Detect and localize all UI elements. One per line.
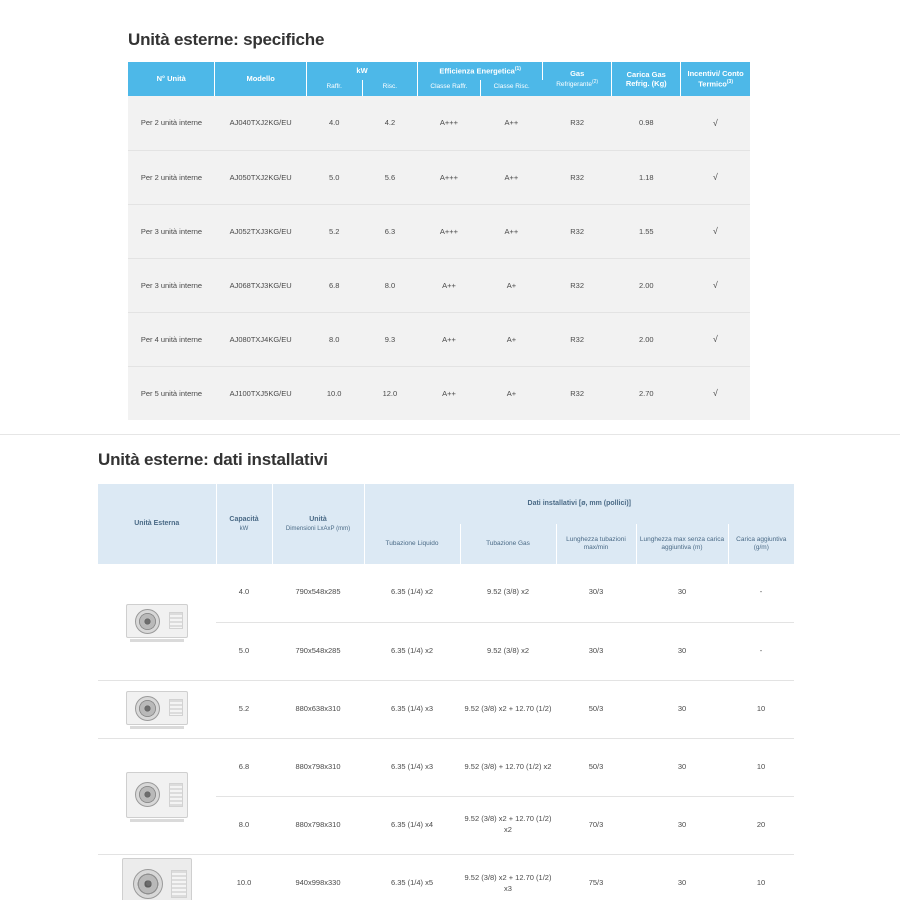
cell-unit-no: Per 2 unità interne: [128, 96, 215, 150]
col-kw-group: kW: [306, 62, 417, 80]
cell-model: AJ050TXJ2KG/EU: [215, 150, 306, 204]
cell-max-no-charge: 30: [636, 680, 728, 738]
cell-gas: R32: [543, 258, 612, 312]
cell-gas-charge: 2.70: [638, 388, 654, 398]
cell-class-heat: A+: [506, 388, 517, 398]
cell-gas-charge: 1.18: [612, 150, 681, 204]
col-efficiency-footnote: (1): [514, 66, 521, 72]
cell-kw-cool: 6.8: [306, 258, 362, 312]
table-row: [128, 258, 750, 312]
cell-model: AJ052TXJ3KG/EU: [215, 204, 306, 258]
section-install-data: [0, 440, 900, 900]
cell-class-cool: A++: [418, 258, 480, 312]
table-row: [128, 204, 750, 258]
outdoor-unit-tall-icon: [126, 770, 188, 822]
outdoor-unit-small-icon: [126, 689, 188, 729]
cell-unit-no: Per 3 unità interne: [128, 258, 215, 312]
cell-gas: R32: [543, 96, 612, 150]
cell-dimensions: 880x798x310: [272, 738, 364, 796]
cell-class-cool: A++: [442, 388, 456, 398]
cell-kw-heat: 6.3: [362, 204, 418, 258]
cell-capacity: 10.0: [216, 854, 272, 900]
table-row: [128, 366, 750, 420]
outdoor-unit-image-cell: [98, 680, 216, 738]
cell-kw-cool: 4.0: [306, 96, 362, 150]
cell-incentive-check: √: [681, 96, 750, 150]
specs-table-head: [128, 62, 750, 96]
cell-dimensions: 940x998x330: [272, 854, 364, 900]
outdoor-unit-large-icon: [122, 856, 192, 900]
cell-class-cool: A+++: [418, 96, 480, 150]
col-model: Modello: [215, 62, 306, 96]
cell-kw-heat: 8.0: [362, 258, 418, 312]
cell-gas: R32: [543, 204, 612, 258]
cell-gas-charge: 2.00: [612, 258, 681, 312]
cell-model: AJ080TXJ4KG/EU: [215, 312, 306, 366]
cell-kw-heat: 9.3: [362, 312, 418, 366]
cell-model: AJ068TXJ3KG/EU: [215, 258, 306, 312]
table-row: [98, 680, 794, 738]
col-unit-no: N° Unità: [128, 62, 215, 96]
col-outdoor-unit: Unità Esterna: [98, 484, 216, 564]
col-gas-label: Gas: [570, 68, 585, 78]
cell-liquid-pipe: 6.35 (1/4) x5: [364, 854, 460, 900]
cell-unit-no: Per 2 unità interne: [128, 150, 215, 204]
specs-table-body: [128, 96, 750, 420]
col-max-no-charge: Lunghezza max senza carica aggiuntiva (m): [636, 524, 728, 564]
specs-table: [128, 62, 750, 420]
cell-class-cool: A+++: [418, 204, 480, 258]
cell-gas: R32: [543, 150, 612, 204]
cell-capacity: 4.0: [216, 564, 272, 622]
col-gas-charge: Carica Gas Refrig. (Kg): [612, 62, 681, 96]
cell-class-heat: A+: [480, 258, 542, 312]
cell-max-no-charge: 30: [636, 854, 728, 900]
table-row: [98, 564, 794, 622]
table-row: [128, 96, 750, 150]
cell-kw-heat: 4.2: [362, 96, 418, 150]
col-gas: [543, 62, 612, 96]
cell-pipe-length: 30/3: [556, 564, 636, 622]
outdoor-unit-small-icon: [126, 602, 188, 642]
cell-kw-cool: 5.2: [306, 204, 362, 258]
cell-model: AJ100TXJ5KG/EU: [229, 388, 292, 398]
col-gas-pipe: Tubazione Gas: [460, 524, 556, 564]
outdoor-unit-image-cell: [98, 854, 216, 900]
col-class-heat: Classe Risc.: [480, 80, 542, 96]
col-liquid-pipe: Tubazione Liquido: [364, 524, 460, 564]
cell-class-heat: A++: [480, 150, 542, 204]
install-table-head: [98, 484, 794, 564]
cell-kw-heat: 12.0: [382, 388, 398, 398]
cell-gas-pipe: 9.52 (3/8) x2: [460, 564, 556, 622]
cell-capacity: 5.0: [216, 622, 272, 680]
cell-incentive-check: √: [681, 204, 750, 258]
cell-incentive-check: √: [681, 312, 750, 366]
col-extra-charge: Carica aggiuntiva (g/m): [728, 524, 794, 564]
col-capacity: Capacità kW: [216, 484, 272, 564]
col-pipe-length: Lunghezza tubazioni max/min: [556, 524, 636, 564]
cell-model: AJ040TXJ2KG/EU: [215, 96, 306, 150]
cell-capacity: 5.2: [216, 680, 272, 738]
cell-max-no-charge: 30: [636, 738, 728, 796]
cell-extra-charge: 20: [728, 796, 794, 854]
col-kw-heat: Risc.: [362, 80, 418, 96]
cell-gas-charge: 2.00: [612, 312, 681, 366]
cell-pipe-length: 30/3: [556, 622, 636, 680]
cell-liquid-pipe: 6.35 (1/4) x4: [364, 796, 460, 854]
cell-gas: R32: [543, 312, 612, 366]
cell-extra-charge: 10: [728, 680, 794, 738]
outdoor-unit-image-cell: [98, 564, 216, 680]
cell-dimensions: 880x638x310: [272, 680, 364, 738]
cell-capacity: 6.8: [216, 738, 272, 796]
col-class-cool: Classe Raffr.: [418, 80, 480, 96]
col-incentives: Incentivi/ Conto Termico$^{(3)}$: [681, 62, 750, 96]
cell-class-cool: A++: [418, 312, 480, 366]
cell-class-heat: A+: [480, 312, 542, 366]
cell-gas-pipe: 9.52 (3/8) x2 + 12.70 (1/2) x2: [460, 796, 556, 854]
cell-capacity: 8.0: [216, 796, 272, 854]
cell-extra-charge: 10: [728, 854, 794, 900]
cell-gas: R32: [570, 388, 585, 398]
cell-unit-no: Per 5 unità interne: [140, 388, 203, 398]
table-row: [98, 738, 794, 796]
cell-dimensions: 790x548x285: [272, 564, 364, 622]
col-unit-dims: Unità Dimensioni LxAxP (mm): [272, 484, 364, 564]
cell-kw-cool: 10.0: [326, 388, 342, 398]
cell-gas-charge: 0.98: [612, 96, 681, 150]
cell-max-no-charge: 30: [636, 796, 728, 854]
cell-gas-pipe: 9.52 (3/8) x2: [460, 622, 556, 680]
col-kw-cool: Raffr.: [306, 80, 362, 96]
table-row: [128, 312, 750, 366]
cell-extra-charge: 10: [728, 738, 794, 796]
col-efficiency-group: [418, 62, 543, 80]
cell-gas-pipe: 9.52 (3/8) + 12.70 (1/2) x2: [460, 738, 556, 796]
table-row: [128, 150, 750, 204]
cell-max-no-charge: 30: [636, 564, 728, 622]
cell-max-no-charge: 30: [636, 622, 728, 680]
install-table-body: [98, 564, 794, 900]
col-install-group: Dati installativi [ø, mm (pollici)]: [364, 484, 794, 524]
cell-incentive-check: √: [681, 150, 750, 204]
cell-liquid-pipe: 6.35 (1/4) x3: [364, 680, 460, 738]
cell-kw-cool: 5.0: [306, 150, 362, 204]
cell-unit-no: Per 4 unità interne: [128, 312, 215, 366]
section-outdoor-specs: [0, 0, 900, 420]
cell-unit-no: Per 3 unità interne: [128, 204, 215, 258]
col-gas-sub: Refrigerante$^{(2)}$: [556, 79, 599, 89]
cell-pipe-length: 70/3: [556, 796, 636, 854]
cell-liquid-pipe: 6.35 (1/4) x2: [364, 622, 460, 680]
cell-kw-heat: 5.6: [362, 150, 418, 204]
cell-incentive-check: √: [712, 388, 718, 399]
col-efficiency-label: Efficienza Energetica: [439, 66, 515, 76]
install-table: [98, 484, 794, 900]
cell-gas-charge: 1.55: [612, 204, 681, 258]
table-row: [98, 854, 794, 900]
cell-gas-pipe: 9.52 (3/8) x2 + 12.70 (1/2) x3: [460, 854, 556, 900]
cell-liquid-pipe: 6.35 (1/4) x2: [364, 564, 460, 622]
cell-class-heat: A++: [480, 204, 542, 258]
cell-dimensions: 790x548x285: [272, 622, 364, 680]
section2-title: Unità esterne: dati installativi: [98, 450, 328, 469]
cell-pipe-length: 50/3: [556, 680, 636, 738]
cell-class-cool: A+++: [418, 150, 480, 204]
cell-incentive-check: √: [681, 258, 750, 312]
cell-kw-cool: 8.0: [306, 312, 362, 366]
section-divider: [0, 434, 900, 435]
cell-extra-charge: -: [728, 564, 794, 622]
outdoor-unit-image-cell: [98, 738, 216, 854]
cell-pipe-length: 75/3: [556, 854, 636, 900]
cell-class-heat: A++: [480, 96, 542, 150]
cell-extra-charge: -: [728, 622, 794, 680]
cell-pipe-length: 50/3: [556, 738, 636, 796]
cell-liquid-pipe: 6.35 (1/4) x3: [364, 738, 460, 796]
section1-title: Unità esterne: specifiche: [128, 30, 325, 49]
cell-dimensions: 880x798x310: [272, 796, 364, 854]
cell-gas-pipe: 9.52 (3/8) x2 + 12.70 (1/2): [460, 680, 556, 738]
